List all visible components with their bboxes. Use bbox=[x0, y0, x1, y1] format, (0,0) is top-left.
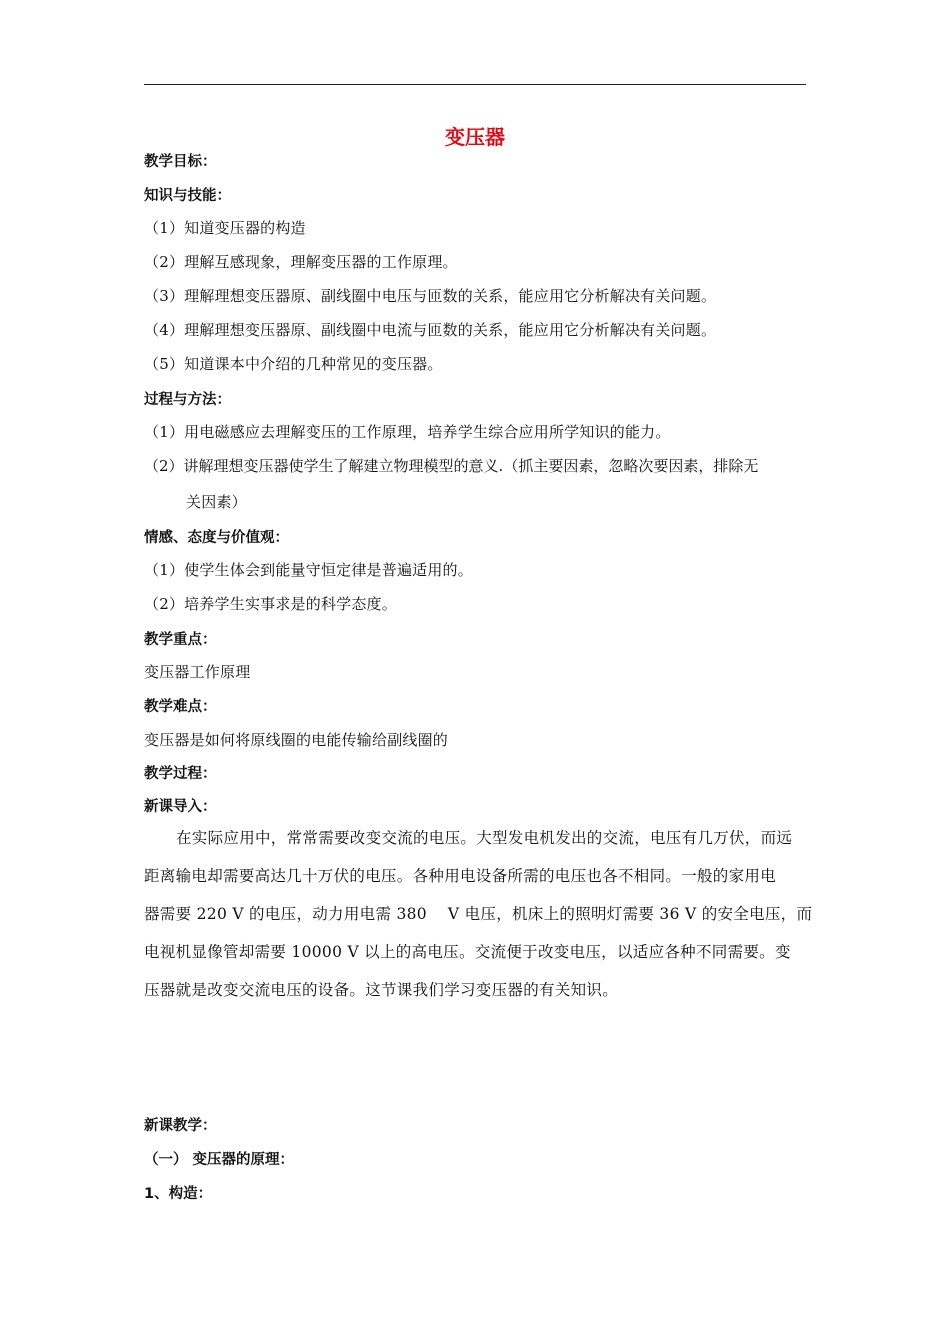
difficulty-heading: 教学难点： bbox=[144, 699, 217, 715]
process-item-continuation: 关因素） bbox=[186, 493, 247, 511]
knowledge-item: （5）知道课本中介绍的几种常见的变压器。 bbox=[144, 355, 443, 373]
intro-paragraph-line: 电视机显像管却需要 10000 V 以上的高电压。交流便于改变电压，以适应各种不同需要。变 bbox=[144, 943, 791, 961]
intro-paragraph-line: 距离输电却需要高达几十万伏的电压。各种用电设备所需的电压也各不相同。一般的家用电 bbox=[144, 867, 777, 885]
emotion-heading: 情感、态度与价值观： bbox=[144, 530, 289, 546]
section-one-heading: （一） 变压器的原理： bbox=[144, 1152, 295, 1168]
knowledge-item: （2）理解互感现象，理解变压器的工作原理。 bbox=[144, 253, 458, 271]
process-item: （2）讲解理想变压器使学生了解建立物理模型的意义.（抓主要因素，忽略次要因素，排除无 bbox=[144, 457, 759, 475]
knowledge-heading: 知识与技能： bbox=[144, 188, 231, 204]
emotion-item: （2）培养学生实事求是的科学态度。 bbox=[144, 595, 397, 613]
intro-paragraph-line: 器需要 220 V 的电压，动力用电需 380 V 电压，机床上的照明灯需要 36 V 的安全电压，而 bbox=[144, 905, 813, 923]
knowledge-item: （1）知道变压器的构造 bbox=[144, 219, 306, 237]
intro-paragraph-line: 压器就是改变交流电压的设备。这节课我们学习变压器的有关知识。 bbox=[144, 981, 619, 999]
key-heading: 教学重点： bbox=[144, 632, 217, 648]
emotion-item: （1）使学生体会到能量守恒定律是普遍适用的。 bbox=[144, 561, 473, 579]
header-rule bbox=[144, 84, 806, 85]
subsection-heading: 1、构造： bbox=[144, 1186, 213, 1202]
process-item: （1）用电磁感应去理解变压的工作原理，培养学生综合应用所学知识的能力。 bbox=[144, 423, 671, 441]
objectives-heading: 教学目标： bbox=[144, 154, 217, 170]
procedure-heading: 教学过程： bbox=[144, 766, 217, 782]
intro-paragraph-line: 在实际应用中，常常需要改变交流的电压。大型发电机发出的交流，电压有几万伏，而远 bbox=[176, 829, 793, 847]
intro-heading: 新课导入： bbox=[144, 799, 217, 815]
knowledge-item: （4）理解理想变压器原、副线圈中电流与匝数的关系，能应用它分析解决有关问题。 bbox=[144, 321, 717, 339]
process-heading: 过程与方法： bbox=[144, 392, 231, 408]
knowledge-item: （3）理解理想变压器原、副线圈中电压与匝数的关系，能应用它分析解决有关问题。 bbox=[144, 287, 717, 305]
page-title: 变压器 bbox=[445, 125, 505, 149]
new-lesson-heading: 新课教学： bbox=[144, 1118, 217, 1134]
difficulty-text: 变压器是如何将原线圈的电能传输给副线圈的 bbox=[144, 731, 449, 749]
key-text: 变压器工作原理 bbox=[144, 663, 251, 681]
